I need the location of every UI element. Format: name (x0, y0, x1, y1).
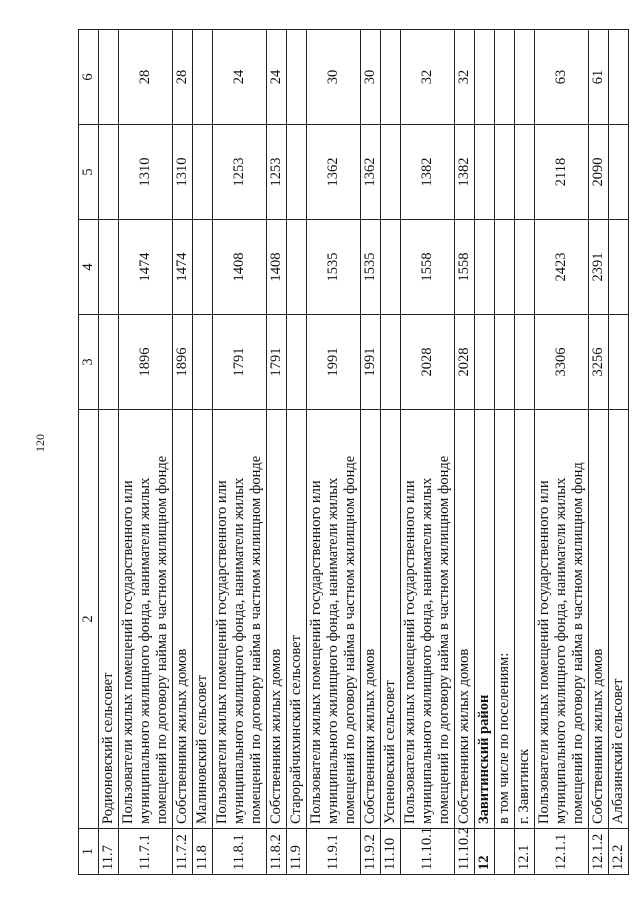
header-col-6: 6 (79, 30, 99, 125)
row-col-4 (495, 220, 515, 315)
row-name: Пользователи жилых помещений государственного или муниципального жилищного фонда, наниматели жилых помещений по договору найма в частном жилищном фонде (401, 410, 455, 829)
table-row (307, 30, 361, 875)
row-code: 11.8.2 (267, 829, 287, 875)
row-col-6 (475, 30, 495, 125)
row-name: г. Завитинск (515, 410, 535, 829)
row-col-4: 2423 (535, 220, 589, 315)
row-name: Албазинский сельсовет (609, 410, 629, 829)
row-col-6 (515, 30, 535, 125)
row-code: 11.9 (287, 829, 307, 875)
row-col-3 (287, 315, 307, 410)
row-col-6: 32 (455, 30, 475, 125)
row-name: Собственники жилых домов (267, 410, 287, 829)
row-col-4 (193, 220, 213, 315)
row-col-6: 30 (307, 30, 361, 125)
row-name: Пользователи жилых помещений государственного или муниципального жилищного фонда, наниматели жилых помещений по договору найма в частном жилищном фонде (307, 410, 361, 829)
row-col-4 (99, 220, 119, 315)
row-col-5: 1362 (361, 125, 381, 220)
row-col-6 (495, 30, 515, 125)
table-row (381, 30, 401, 875)
row-col-4: 1535 (307, 220, 361, 315)
table-row (515, 30, 535, 875)
row-col-4: 1474 (119, 220, 173, 315)
row-code: 11.7.1 (119, 829, 173, 875)
row-col-3: 2028 (455, 315, 475, 410)
table-row (609, 30, 629, 875)
row-code: 12 (475, 829, 495, 875)
row-col-3 (609, 315, 629, 410)
table-row (99, 30, 119, 875)
row-col-4 (475, 220, 495, 315)
row-col-5 (193, 125, 213, 220)
row-col-4 (515, 220, 535, 315)
row-code: 11.10.1 (401, 829, 455, 875)
header-row (79, 30, 99, 875)
tariff-table (78, 29, 629, 875)
table-row (119, 30, 173, 875)
row-col-4: 1408 (213, 220, 267, 315)
row-code: 11.8.1 (213, 829, 267, 875)
table-row (495, 30, 515, 875)
header-col-1: 1 (79, 829, 99, 875)
table-row (267, 30, 287, 875)
row-col-3 (193, 315, 213, 410)
row-col-4 (287, 220, 307, 315)
row-col-6: 28 (173, 30, 193, 125)
row-col-5: 1382 (455, 125, 475, 220)
header-col-3: 3 (79, 315, 99, 410)
row-code (495, 829, 515, 875)
row-col-5 (475, 125, 495, 220)
row-code: 11.9.2 (361, 829, 381, 875)
row-name: Завитинский район (475, 410, 495, 829)
row-col-6 (99, 30, 119, 125)
table-row (193, 30, 213, 875)
row-col-5: 1310 (173, 125, 193, 220)
row-col-3: 1991 (361, 315, 381, 410)
row-col-5 (381, 125, 401, 220)
row-name: Успеновский сельсовет (381, 410, 401, 829)
row-code: 12.1.2 (589, 829, 609, 875)
row-col-4 (609, 220, 629, 315)
row-col-3: 1991 (307, 315, 361, 410)
row-col-6: 32 (401, 30, 455, 125)
row-code: 12.1.1 (535, 829, 589, 875)
row-col-6 (193, 30, 213, 125)
table-row (287, 30, 307, 875)
row-col-3 (515, 315, 535, 410)
row-col-3 (99, 315, 119, 410)
row-code: 11.7.2 (173, 829, 193, 875)
row-col-3 (475, 315, 495, 410)
table-row (361, 30, 381, 875)
row-col-5: 1362 (307, 125, 361, 220)
row-col-3: 1791 (213, 315, 267, 410)
table-row (589, 30, 609, 875)
row-col-6: 61 (589, 30, 609, 125)
row-code: 11.9.1 (307, 829, 361, 875)
row-name: Малиновский сельсовет (193, 410, 213, 829)
page-number: 120 (33, 434, 47, 452)
row-col-3: 3256 (589, 315, 609, 410)
row-col-5: 1382 (401, 125, 455, 220)
row-col-3: 1896 (173, 315, 193, 410)
row-col-5 (287, 125, 307, 220)
row-name: Собственники жилых домов (361, 410, 381, 829)
row-col-5: 1253 (267, 125, 287, 220)
header-col-4: 4 (79, 220, 99, 315)
tariff-table-container (78, 30, 626, 875)
row-name: Собственники жилых домов (173, 410, 193, 829)
row-name: в том числе по поселениям: (495, 410, 515, 829)
table-row (173, 30, 193, 875)
row-col-4: 1558 (455, 220, 475, 315)
row-col-4: 1558 (401, 220, 455, 315)
row-col-6: 63 (535, 30, 589, 125)
row-col-3 (495, 315, 515, 410)
row-col-4: 2391 (589, 220, 609, 315)
row-col-5 (609, 125, 629, 220)
row-code: 12.2 (609, 829, 629, 875)
row-col-3: 2028 (401, 315, 455, 410)
row-col-6 (609, 30, 629, 125)
row-code: 11.8 (193, 829, 213, 875)
row-col-6: 30 (361, 30, 381, 125)
row-col-4: 1408 (267, 220, 287, 315)
row-col-5: 1310 (119, 125, 173, 220)
header-col-2: 2 (79, 410, 99, 829)
row-col-3: 1791 (267, 315, 287, 410)
row-col-5: 2118 (535, 125, 589, 220)
row-code: 11.10.2 (455, 829, 475, 875)
row-col-6: 24 (267, 30, 287, 125)
table-row (213, 30, 267, 875)
row-col-3: 1896 (119, 315, 173, 410)
row-name: Старорайчихинский сельсовет (287, 410, 307, 829)
row-col-6 (381, 30, 401, 125)
row-name: Пользователи жилых помещений государственного или муниципального жилищного фонда, наниматели жилых помещений по договору найма в частном жилищном фонд (535, 410, 589, 829)
header-col-5: 5 (79, 125, 99, 220)
table-row (401, 30, 455, 875)
row-col-6: 24 (213, 30, 267, 125)
row-col-4: 1535 (361, 220, 381, 315)
row-col-3 (381, 315, 401, 410)
row-col-5: 1253 (213, 125, 267, 220)
table-row (455, 30, 475, 875)
row-col-6: 28 (119, 30, 173, 125)
row-col-4: 1474 (173, 220, 193, 315)
row-col-5: 2090 (589, 125, 609, 220)
table-row (535, 30, 589, 875)
row-col-5 (515, 125, 535, 220)
row-col-5 (99, 125, 119, 220)
row-name: Собственники жилых домов (589, 410, 609, 829)
row-col-3: 3306 (535, 315, 589, 410)
table-row-district (475, 30, 495, 875)
row-col-4 (381, 220, 401, 315)
row-code: 11.10 (381, 829, 401, 875)
row-code: 11.7 (99, 829, 119, 875)
row-name: Родионовский сельсовет (99, 410, 119, 829)
row-col-6 (287, 30, 307, 125)
row-name: Пользователи жилых помещений государственного или муниципального жилищного фонда, наниматели жилых помещений по договору найма в частном жилищном фонде (119, 410, 173, 829)
row-code: 12.1 (515, 829, 535, 875)
row-col-5 (495, 125, 515, 220)
row-name: Пользователи жилых помещений государственного или муниципального жилищного фонда, наниматели жилых помещений по договору найма в частном жилищном фонде (213, 410, 267, 829)
row-name: Собственники жилых домов (455, 410, 475, 829)
